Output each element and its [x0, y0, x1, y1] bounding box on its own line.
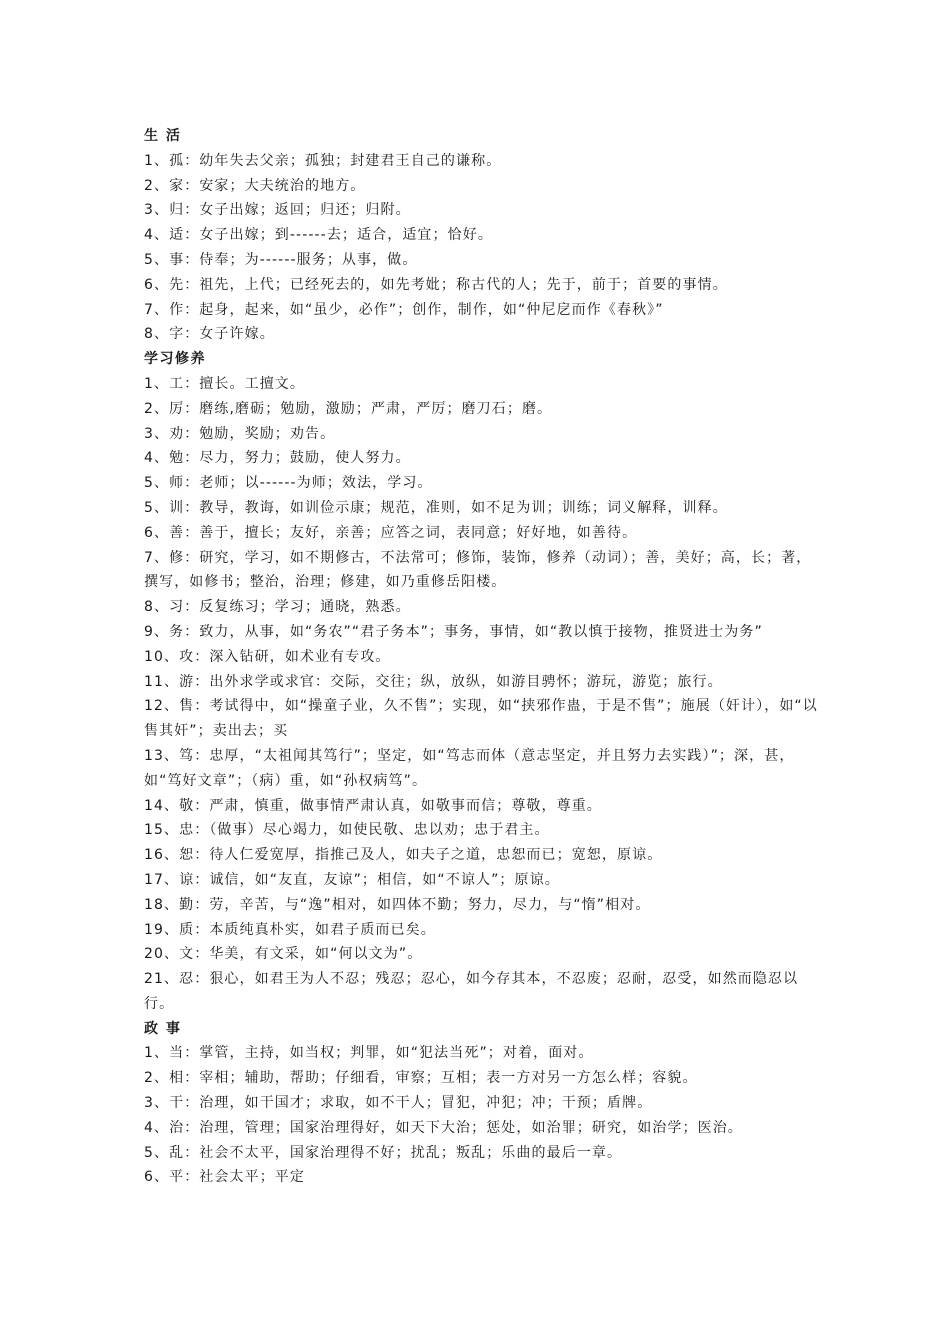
- list-item: 3、劝：勉励，奖励；劝告。: [144, 425, 336, 442]
- section-heading: 生 活: [144, 128, 182, 144]
- list-item: 19、质：本质纯真朴实，如君子质而已矣。: [144, 921, 436, 938]
- section-heading: 学习修养: [144, 351, 206, 368]
- list-item: 15、忠：（做事）尽心竭力，如使民敬、忠以劝；忠于君主。: [144, 822, 550, 839]
- list-item: 5、训：教导，教诲，如训俭示康；规范，准则，如不足为训；训练；词义解释，训释。: [144, 499, 728, 516]
- list-item: 13、笃：忠厚，“太祖闻其笃行”；坚定，如“笃志而体（意志坚定，并且努力去实践）”；深，甚，如“笃好文章”；（病）重，如“孙权病笃”。: [144, 747, 795, 789]
- list-item: 6、平：社会太平；平定: [144, 1169, 306, 1186]
- list-item: 12、售：考试得中，如“操童子业，久不售”；实现，如“挟邪作蛊，于是不售”；施展（奸计），如“以售其奸”；卖出去；买: [144, 698, 818, 740]
- list-item: 21、忍：狠心，如君王为人不忍；残忍；忍心，如今存其本，不忍废；忍耐，忍受，如然而隐忍以行。: [144, 971, 799, 1012]
- list-item: 3、干：治理，如干国才；求取，如不干人；冒犯，冲犯；冲；干预；盾牌。: [144, 1095, 653, 1112]
- list-item: 1、工：擅长。工擅文。: [144, 375, 306, 392]
- list-item: 4、勉：尽力，努力；鼓励，使人努力。: [144, 450, 411, 467]
- list-item: 1、孤：幼年失去父亲；孤独；封建君王自己的谦称。: [144, 152, 502, 169]
- list-item: 5、乱：社会不太平，国家治理得不好；扰乱；叛乱；乐曲的最后一章。: [144, 1144, 623, 1161]
- list-item: 8、字：女子许嫁。: [144, 326, 275, 343]
- list-item: 4、适：女子出嫁；到------去；适合，适宜；恰好。: [144, 227, 493, 244]
- document-page: [144, 124, 824, 1190]
- section-politics: [144, 1017, 824, 1191]
- list-item: 2、相：宰相；辅助，帮助；仔细看，审察；互相；表一方对另一方怎么样；容貌。: [144, 1070, 698, 1087]
- list-item: 18、勤：劳，辛苦，与“逸”相对，如四体不勤；努力，尽力，与“惰”相对。: [144, 896, 651, 913]
- list-item: 16、恕：待人仁爱宽厚，指推己及人，如夫子之道，忠恕而已；宽恕，原谅。: [144, 847, 663, 864]
- list-item: 8、习：反复练习；学习；通晓，熟悉。: [144, 599, 411, 616]
- list-item: 3、归：女子出嫁；返回；归还；归附。: [144, 202, 411, 219]
- list-item: 1、当：掌管，主持，如当权；判罪，如“犯法当死”；对着，面对。: [144, 1045, 594, 1062]
- section-study: [144, 347, 824, 1017]
- list-item: 7、作：起身，起来，如“虽少，必作”；创作，制作，如“仲尼戹而作《春秋》”: [144, 301, 664, 318]
- list-item: 9、务：致力，从事，如“务农”“君子务本”；事务，事情，如“教以慎于接物，推贤进士为务”: [144, 623, 763, 640]
- list-item: 4、治：治理，管理；国家治理得好，如天下大治；惩处，如治罪；研究，如治学；医治。: [144, 1119, 743, 1136]
- list-item: 17、谅：诚信，如“友直，友谅”；相信，如“不谅人”；原谅。: [144, 871, 560, 888]
- list-item: 5、事：侍奉；为------服务；从事，做。: [144, 251, 418, 268]
- list-item: 14、敬：严肃，慎重，做事情严肃认真，如敬事而信；尊敬，尊重。: [144, 797, 602, 814]
- list-item: 2、家：安家；大夫统治的地方。: [144, 177, 366, 194]
- list-item: 7、修：研究，学习，如不期修古，不法常可；修饰，装饰，修养（动词）；善，美好；高，长；著，撰写，如修书；整治，治理；修建，如乃重修岳阳楼。: [144, 549, 812, 591]
- list-item: 6、善：善于，擅长；友好，亲善；应答之词，表同意；好好地，如善待。: [144, 524, 638, 541]
- section-life: [144, 124, 824, 347]
- list-item: 10、攻：深入钻研，如术业有专攻。: [144, 648, 391, 665]
- section-heading: 政 事: [144, 1020, 182, 1037]
- list-item: 6、先：祖先，上代；已经死去的，如先考妣；称古代的人；先于，前于；首要的事情。: [144, 276, 728, 293]
- list-item: 20、文：华美，有文采，如“何以文为”。: [144, 946, 423, 963]
- list-item: 11、游：出外求学或求官：交际，交往；纵，放纵，如游目骋怀；游玩，游览；旅行。: [144, 673, 723, 690]
- list-item: 5、师：老师；以------为师；效法，学习。: [144, 475, 433, 492]
- list-item: 2、厉：磨练,磨砺；勉励，激励；严肃，严厉；磨刀石；磨。: [144, 400, 553, 417]
